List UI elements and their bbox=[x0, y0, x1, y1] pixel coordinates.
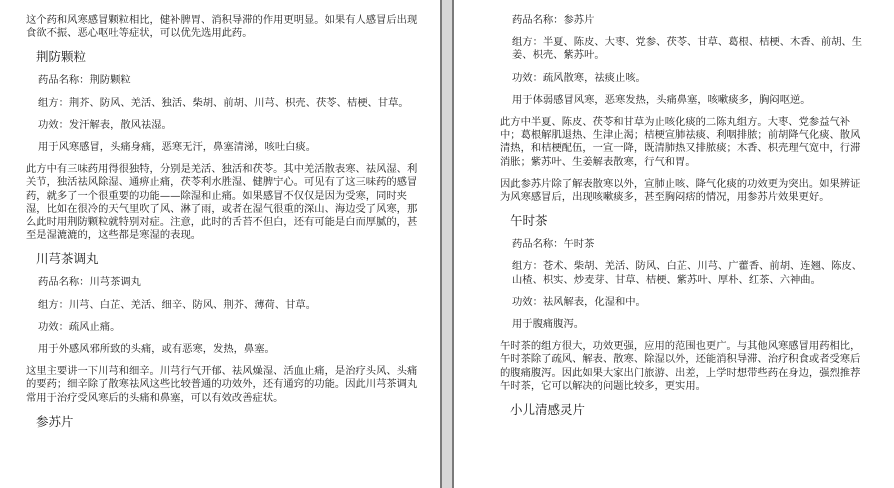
indication-line: 用于风寒感冒，头痛身痛，恶寒无汗，鼻塞清涕，咳吐白痰。 bbox=[38, 141, 317, 154]
formula-line: 组方：川芎、白芷、羌活、细辛、防风、荆芥、薄荷、甘草。 bbox=[38, 298, 317, 311]
indication-line: 用于外感风邪所致的头痛，或有恶寒，发热，鼻塞。 bbox=[38, 343, 275, 356]
efficacy-line: 功效：疏风止痛。 bbox=[38, 320, 121, 333]
drug-name-line: 药品名称：荆防颗粒 bbox=[38, 74, 131, 87]
section-heading: 午时茶 bbox=[510, 213, 548, 229]
efficacy-line: 功效：发汗解表，散风祛湿。 bbox=[38, 118, 172, 131]
paragraph: 此方中有三味药用得很独特，分别是羌活、独活和茯苓。其中羌活散表寒、祛风湿、利关节，独活祛风除湿、通痹止痛，茯苓利水胜湿、健脾宁心。可见有了这三味药的感冒药，就多了一个很重要的功能——除湿和止痛。如果感冒不仅仅是因为受寒，同时夹湿，比如在很冷的天气里吹了风、淋了雨，或者在湿气很重的深山、海边受了风寒，那么此时用荆防颗粒就特别对症。注意，此时的舌苔不但白，还有可能是白而厚腻的，甚至是湿漉漉的，这些都是寒湿的表现。 bbox=[26, 163, 418, 242]
efficacy-line: 功效：疏风散寒，祛痰止咳。 bbox=[512, 71, 646, 84]
right-page-content bbox=[454, 0, 894, 427]
drug-name-line: 药品名称：川芎茶调丸 bbox=[38, 276, 141, 289]
drug-name-line: 药品名称：参苏片 bbox=[512, 14, 595, 26]
section-heading: 参苏片 bbox=[36, 413, 74, 429]
paragraph: 此方中半夏、陈皮、茯苓和甘草为止咳化痰的二陈丸组方。大枣、党参益气补中；葛根解肌退热、生津止渴；桔梗宣肺祛痰、利咽排脓；前胡降气化痰、散风清热，和桔梗配伍，一宣一降，既清肺热又排脓痰；木香、枳壳理气宽中，行滞消胀；紫苏叶、生姜解表散寒，行气和胃。 bbox=[500, 116, 861, 168]
paragraph: 因此参苏片除了解表散寒以外，宣肺止咳、降气化痰的功效更为突出。如果辨证为风寒感冒后，出现咳嗽痰多，甚至胸闷痞的情况，用参苏片效果更好。 bbox=[500, 177, 861, 204]
efficacy-line: 功效：祛风解表，化湿和中。 bbox=[512, 295, 646, 308]
paragraph: 这个药和风寒感冒颗粒相比，健补脾胃、消积导滞的作用更明显。如果有人感冒后出现食欲不振、恶心呕吐等症状，可以优先选用此药。 bbox=[26, 14, 418, 40]
drug-name-line: 药品名称：午时茶 bbox=[512, 238, 595, 251]
left-page-content bbox=[0, 0, 440, 439]
right-page bbox=[454, 0, 894, 488]
formula-line: 组方：苍术、柴胡、羌活、防风、白芷、川芎、广藿香、前胡、连翘、陈皮、山楂、枳实、炒麦芽、甘草、桔梗、紫苏叶、厚朴、红茶、六神曲。 bbox=[512, 260, 863, 286]
paragraph: 午时茶的组方很大，功效更强，应用的范围也更广。与其他风寒感冒用药相比，午时茶除了疏风、解表、散寒、除湿以外，还能消积导滞、治疗积食或者受寒后的腹痛腹泻。因此如果大家出门旅游、出差，上学时想带些药在身边，强烈推荐午时茶，它可以解决的问题比较多，更实用。 bbox=[500, 340, 861, 392]
page-gutter bbox=[440, 0, 454, 488]
formula-line: 组方：半夏、陈皮、大枣、党参、茯苓、甘草、葛根、桔梗、木香、前胡、生姜、枳壳、紫苏叶。 bbox=[512, 36, 863, 62]
indication-line: 用于腹痛腹泻。 bbox=[512, 318, 585, 331]
paragraph: 这里主要讲一下川芎和细辛。川芎行气开郁、祛风燥湿、活血止痛，是治疗头风、头痛的要药；细辛除了散寒祛风这些比较普通的功效外，还有通窍的功能。因此川芎茶调丸常用于治疗受风寒后的头痛和鼻塞，可以有效改善症状。 bbox=[26, 365, 418, 404]
section-heading: 荆防颗粒 bbox=[36, 49, 87, 65]
section-heading: 川芎茶调丸 bbox=[36, 251, 99, 267]
section-heading: 小儿清感灵片 bbox=[510, 402, 586, 418]
formula-line: 组方：荆芥、防风、羌活、独活、柴胡、前胡、川芎、枳壳、茯苓、桔梗、甘草。 bbox=[38, 96, 409, 109]
indication-line: 用于体弱感冒风寒，恶寒发热，头痛鼻塞，咳嗽痰多，胸闷呕逆。 bbox=[512, 93, 811, 106]
left-page bbox=[0, 0, 440, 488]
